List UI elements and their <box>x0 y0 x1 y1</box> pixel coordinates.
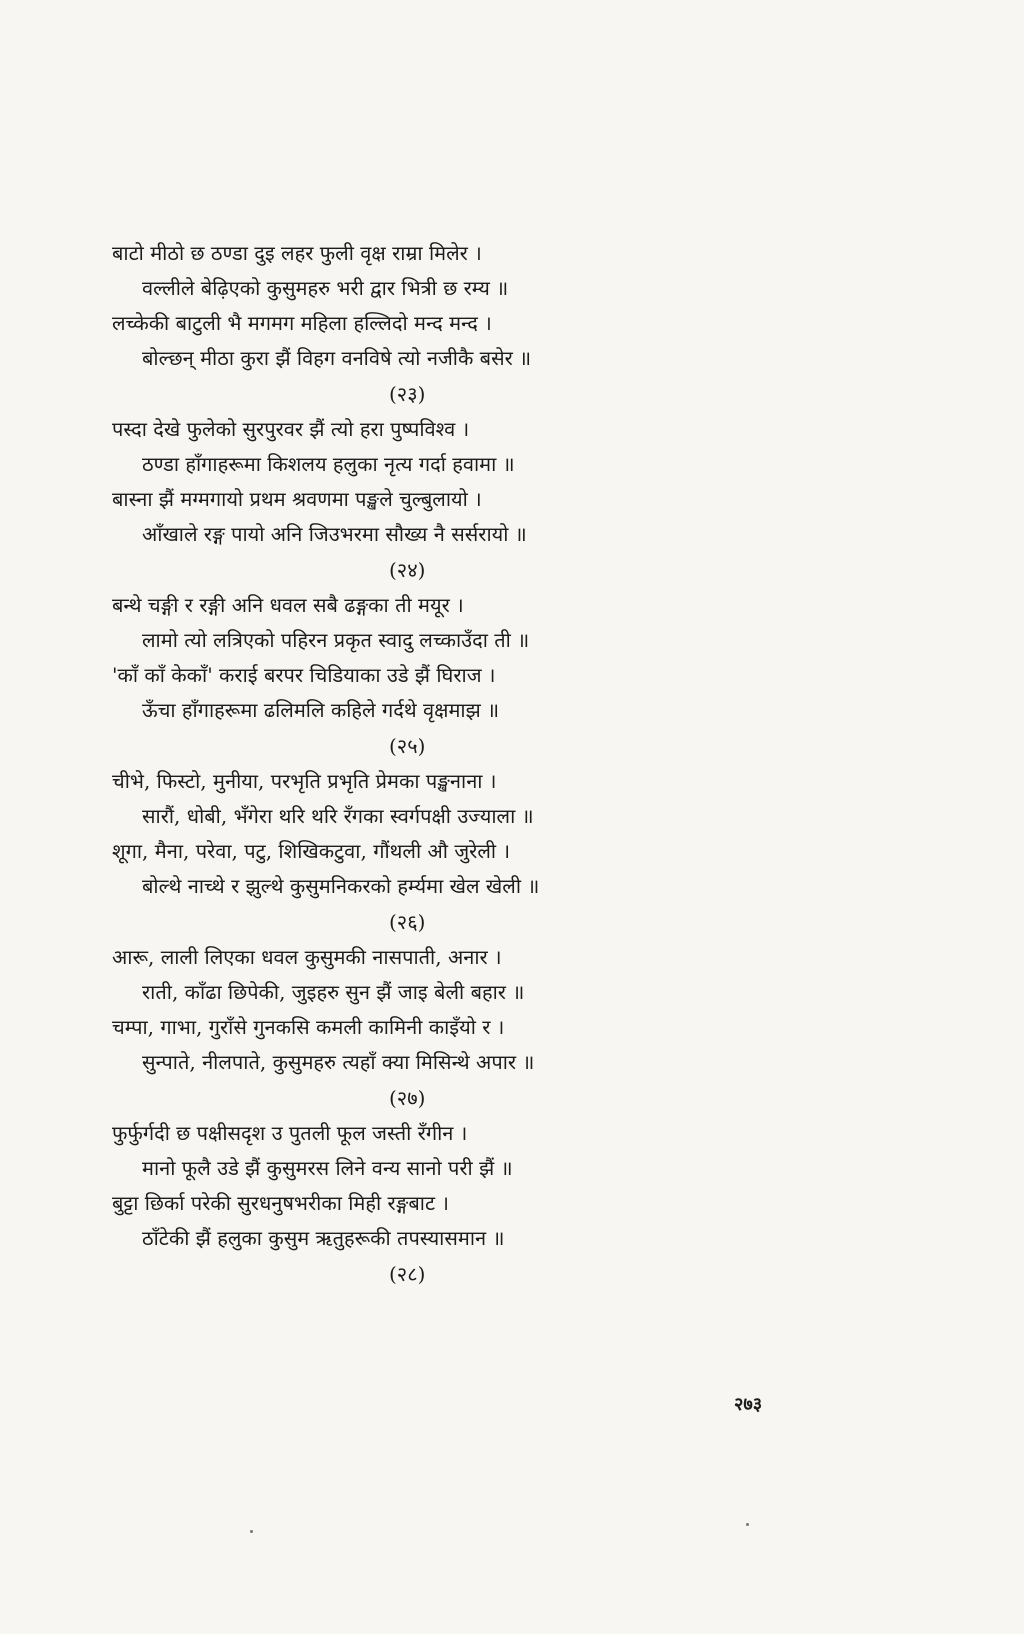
verse-line: ऊँचा हाँगाहरूमा ढलिमलि कहिले गर्दथे वृक्षमाझ ॥ <box>142 698 500 722</box>
verse-line: वल्लीले बेढ़िएको कुसुमहरु भरी द्वार भित्री छ रम्य ॥ <box>142 276 509 300</box>
stanza <box>112 588 712 764</box>
verse-line: चम्पा, गाभा, गुराँसे गुनकसि कमली कामिनी काइँयो र । <box>112 1015 505 1039</box>
stanza-number: (२८) <box>389 1262 426 1286</box>
stanza-number: (२५) <box>389 734 426 758</box>
verse-line: सारौं, धोबी, भँगेरा थरि थरि रँगका स्वर्गपक्षी उज्याला ॥ <box>142 804 534 828</box>
stanza <box>112 1116 712 1292</box>
verse-line: आँखाले रङ्ग पायो अनि जिउभरमा सौख्य नै सर्सरायो ॥ <box>142 522 527 546</box>
stanza <box>112 236 712 412</box>
stanza-number: (२६) <box>389 910 426 934</box>
verse-line: राती, काँढा छिपेकी, जुइहरु सुन झैं जाइ बेली बहार ॥ <box>142 980 525 1004</box>
verse-line: बन्थे चङ्गी र रङ्गी अनि धवल सबै ढङ्गका ती मयूर । <box>112 593 464 617</box>
poem-body <box>112 236 712 1292</box>
stanza <box>112 940 712 1116</box>
verse-line: पस्दा देखे फुलेको सुरपुरवर झैं त्यो हरा पुष्पविश्व । <box>112 417 470 441</box>
stanza <box>112 412 712 588</box>
verse-line: शूगा, मैना, परेवा, पटु, शिखिकटुवा, गौंथली औ जुरेली । <box>112 839 511 863</box>
page-number: २७३ <box>734 1394 763 1415</box>
print-speck <box>250 1530 253 1533</box>
verse-line: फुर्फुर्गदी छ पक्षीसदृश उ पुतली फूल जस्ती रँगीन । <box>112 1121 468 1145</box>
stanza-number: (२३) <box>389 382 426 406</box>
print-speck <box>746 1523 749 1526</box>
verse-line: लामो त्यो लत्रिएको पहिरन प्रकृत स्वादु लच्काउँदा ती ॥ <box>142 628 530 652</box>
verse-line: चीभे, फिस्टो, मुनीया, परभृति प्रभृति प्रेमका पङ्खनाना । <box>112 769 497 793</box>
stanza-number: (२७) <box>389 1086 426 1110</box>
verse-line: लच्केकी बाटुली भै मगमग महिला हल्लिदो मन्द मन्द । <box>112 311 492 335</box>
verse-line: सुन्पाते, नीलपाते, कुसुमहरु त्यहाँ क्या मिसिन्थे अपार ॥ <box>142 1050 535 1074</box>
verse-line: बोल्छन् मीठा कुरा झैं विहग वनविषे त्यो नजीकै बसेर ॥ <box>142 346 532 370</box>
verse-line: बुट्टा छिर्का परेकी सुरधनुषभरीका मिही रङ्गबाट । <box>112 1191 450 1215</box>
verse-line: बाटो मीठो छ ठण्डा दुइ लहर फुली वृक्ष राम्रा मिलेर । <box>112 241 482 265</box>
verse-line: 'काँ काँ केकाँ' कराई बरपर चिडियाका उडे झैं घिराज । <box>112 663 496 687</box>
verse-line: आरू, लाली लिएका धवल कुसुमकी नासपाती, अनार । <box>112 945 502 969</box>
verse-line: बोल्थे नाच्थे र झुल्थे कुसुमनिकरको हर्म्यमा खेल खेली ॥ <box>142 874 540 898</box>
verse-line: ठाँटेकी झैं हलुका कुसुम ऋतुहरूकी तपस्यासमान ॥ <box>142 1226 505 1250</box>
verse-line: ठण्डा हाँगाहरूमा किशलय हलुका नृत्य गर्दा हवामा ॥ <box>142 452 515 476</box>
stanza <box>112 764 712 940</box>
verse-line: मानो फूलै उडे झैं कुसुमरस लिने वन्य सानो परी झैं ॥ <box>142 1156 513 1180</box>
verse-line: बास्ना झैं मग्मगायो प्रथम श्रवणमा पङ्खले चुल्बुलायो । <box>112 487 482 511</box>
stanza-number: (२४) <box>389 558 426 582</box>
